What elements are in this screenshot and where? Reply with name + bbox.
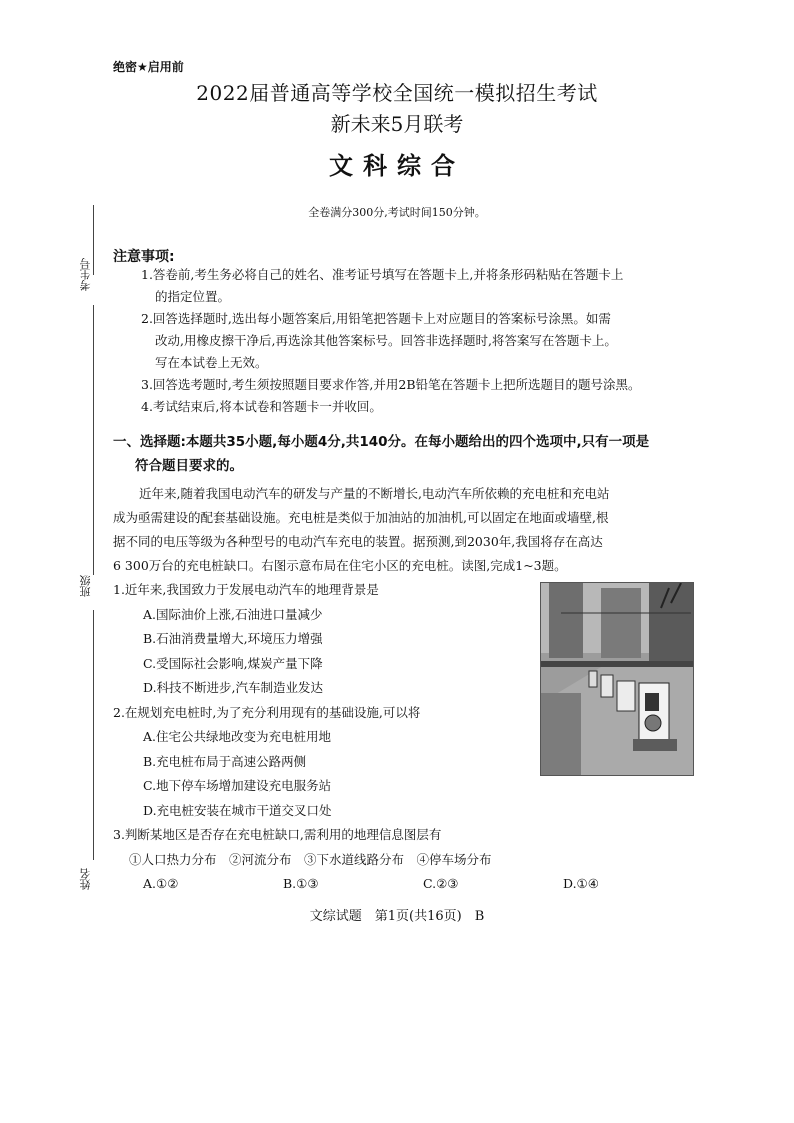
exam-no-label: 考生号 xyxy=(79,258,92,291)
notice-line: 改动,用橡皮擦干净后,再选涂其他答案标号。回答非选择题时,将答案写在答题卡上。 xyxy=(155,333,617,348)
passage-line: 近年来,随着我国电动汽车的研发与产量的不断增长,电动汽车所依赖的充电桩和充电站 xyxy=(139,486,610,501)
question-stem: 1.近年来,我国致力于发展电动汽车的地理背景是 xyxy=(113,582,379,597)
notice-line: 1.答卷前,考生务必将自己的姓名、准考证号填写在答题卡上,并将条形码粘贴在答题卡上 xyxy=(141,267,624,282)
option: B.①③ xyxy=(283,876,319,891)
passage-line: 6 300万台的充电桩缺口。右图示意布局在住宅小区的充电桩。读图,完成1~3题。 xyxy=(113,558,567,573)
question-stem: 2.在规划充电桩时,为了充分利用现有的基础设施,可以将 xyxy=(113,704,421,720)
full-score-note: 全卷满分300分,考试时间150分钟。 xyxy=(308,206,486,219)
option: A.国际油价上涨,石油进口量减少 xyxy=(143,606,323,622)
passage-line: 成为亟需建设的配套基础设施。充电桩是类似于加油站的加油机,可以固定在地面或墙壁,根 xyxy=(113,510,609,525)
option: B.石油消费量增大,环境压力增强 xyxy=(143,631,323,646)
option: C.受国际社会影响,煤炭产量下降 xyxy=(143,655,323,671)
question-block xyxy=(113,823,713,897)
exam-title: 2022届普通高等学校全国统一模拟招生考试 xyxy=(196,81,598,105)
sub-items: ①人口热力分布 ②河流分布 ③下水道线路分布 ④停车场分布 xyxy=(129,851,492,867)
charging-station-illustration xyxy=(541,583,693,775)
question-stem: 3.判断某地区是否存在充电桩缺口,需利用的地理信息图层有 xyxy=(113,827,442,842)
option: D.①④ xyxy=(563,876,599,891)
notice-line: 的指定位置。 xyxy=(155,289,231,304)
notice-line: 写在本试卷上无效。 xyxy=(155,355,268,370)
binding-line-mid xyxy=(93,305,94,575)
question-block xyxy=(113,578,533,823)
notice-heading: 注意事项: xyxy=(113,249,175,265)
options-row xyxy=(113,872,713,897)
option: A.①② xyxy=(143,876,179,891)
binding-line-low xyxy=(93,610,94,860)
name-label: 姓名 xyxy=(79,868,92,890)
notice-list xyxy=(141,264,701,418)
section-heading-line: 符合题目要求的。 xyxy=(135,458,243,474)
section-heading-line: 一、选择题:本题共35小题,每小题4分,共140分。在每小题给出的四个选项中,只有一项是 xyxy=(113,434,650,450)
passage xyxy=(113,482,713,578)
notice-line: 4.考试结束后,将本试卷和答题卡一并收回。 xyxy=(141,399,382,414)
option: D.充电桩安装在城市干道交叉口处 xyxy=(143,802,332,818)
class-label: 班级 xyxy=(79,575,92,597)
option: A.住宅公共绿地改变为充电桩用地 xyxy=(143,729,332,744)
option: C.②③ xyxy=(423,876,459,891)
page-footer: 文综试题 第1页(共16页) B xyxy=(309,909,485,924)
passage-line: 据不同的电压等级为各种型号的电动汽车充电的装置。据预测,到2030年,我国将存在高达 xyxy=(113,534,603,549)
exam-subtitle: 新未来5月联考 xyxy=(330,112,464,136)
option: B.充电桩布局于高速公路两侧 xyxy=(143,753,307,769)
section-heading xyxy=(113,430,713,478)
option: D.科技不断进步,汽车制造业发达 xyxy=(143,680,324,695)
notice-line: 2.回答选择题时,选出每小题答案后,用铅笔把答题卡上对应题目的答案标号涂黑。如需 xyxy=(141,311,611,326)
subject-title: 文科综合 xyxy=(329,151,465,180)
secret-label: 绝密★启用前 xyxy=(113,60,184,74)
option: C.地下停车场增加建设充电服务站 xyxy=(143,778,332,793)
notice-line: 3.回答选考题时,考生须按照题目要求作答,并用2B铅笔在答题卡上把所选题目的题号涂黑。 xyxy=(141,377,641,392)
charging-station-photo xyxy=(540,582,694,776)
